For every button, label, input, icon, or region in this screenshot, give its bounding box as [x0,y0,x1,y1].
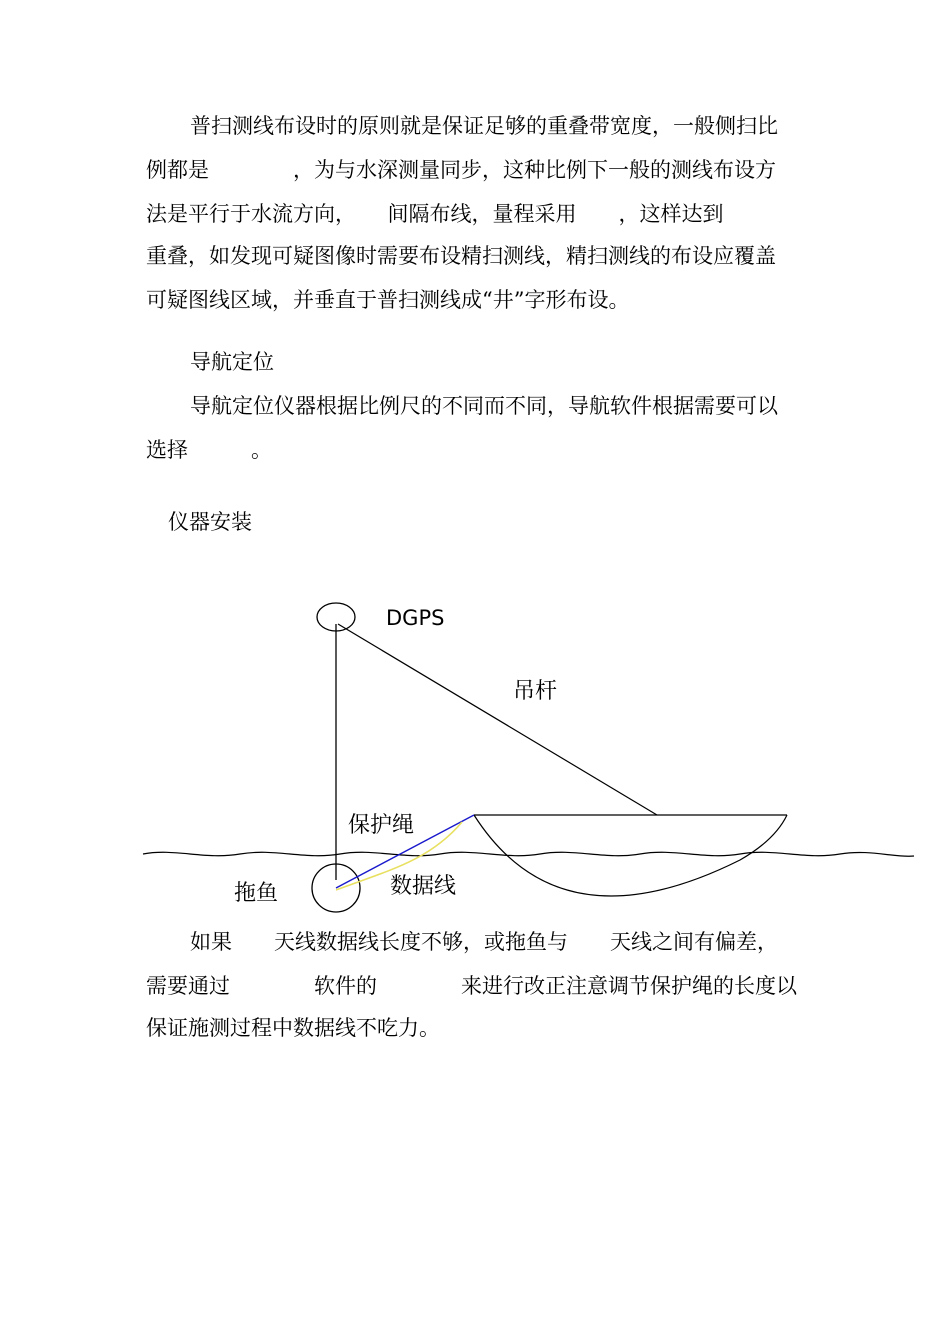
text-line: 法是平行于水流方向， 间隔布线，量程采用 ，这样达到 [146,202,724,226]
label-protective-rope: 保护绳 [348,813,415,838]
text-line: 选择 。 [146,438,272,462]
text-line: 如果 天线数据线长度不够，或拖鱼与 天线之间有偏差， [190,930,778,954]
text-line: 例都是 ，为与水深测量同步，这种比例下一般的测线布设方 [146,158,776,182]
text-line: 保证施测过程中数据线不吃力。 [146,1016,440,1040]
water-surface-line [143,852,914,856]
text-line: 导航定位仪器根据比例尺的不同而不同，导航软件根据需要可以 [190,394,778,418]
text-line: 重叠，如发现可疑图像时需要布设精扫测线，精扫测线的布设应覆盖 [146,244,776,268]
text-line: 普扫测线布设时的原则就是保证足够的重叠带宽度，一般侧扫比 [190,114,778,138]
boom-line [338,624,657,815]
label-boom: 吊杆 [513,679,558,704]
heading-navigation: 导航定位 [190,350,274,374]
heading-install: 仪器安装 [168,510,252,534]
text-line: 需要通过 软件的 来进行改正注意调节保护绳的长度以 [146,974,797,998]
text-line: 可疑图线区域，并垂直于普扫测线成“井”字形布设。 [146,288,630,312]
label-dgps: DGPS [386,606,445,630]
label-towfish: 拖鱼 [234,881,279,906]
label-data-cable: 数据线 [390,874,457,899]
